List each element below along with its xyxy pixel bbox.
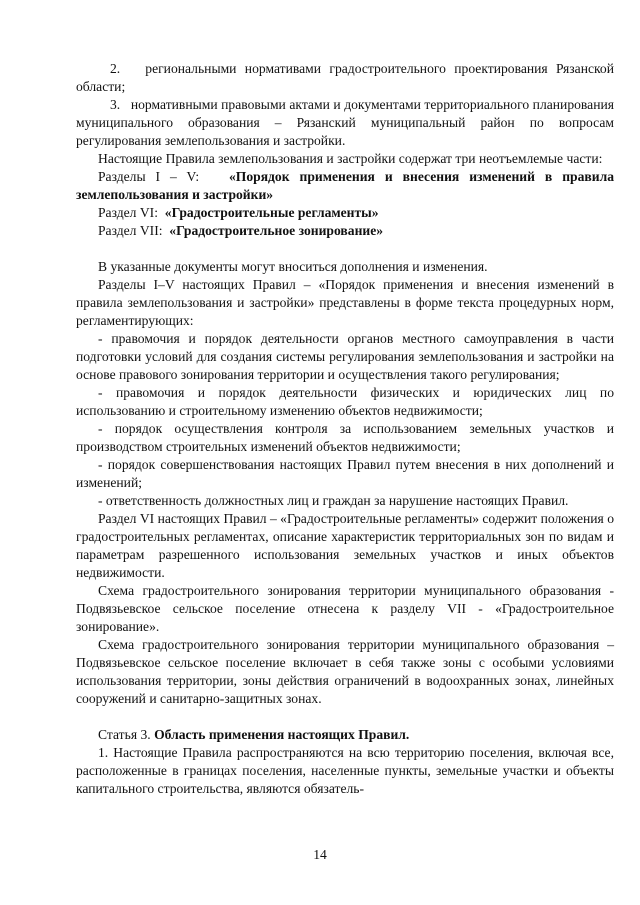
section-label: Раздел VII:	[98, 223, 163, 238]
list-number: 3.	[110, 97, 121, 112]
article-3-heading	[76, 726, 614, 744]
sections-1-5-line	[76, 168, 614, 204]
paragraph-sections-desc: Разделы I–V настоящих Правил – «Порядок применения и внесения изменений в правила землепользования и застройки» представлены в форме текста процедурных норм, регламентирующих:	[76, 277, 614, 328]
paragraph-section-6-desc: Раздел VI настоящих Правил – «Градостроительные регламенты» содержит положения о градостроительных регламентах, описание характеристик территориальных зон по видам и параметрам разрешенного использования земельных участков и иных объектов недвижимости.	[76, 511, 614, 580]
list-text: региональными нормативами градостроительного проектирования Рязанской области;	[76, 61, 614, 94]
list-number: 2.	[110, 61, 121, 76]
article-prefix: Статья 3.	[98, 727, 151, 742]
bullet-item: - порядок совершенствования настоящих Правил путем внесения в них дополнений и изменений;	[76, 457, 614, 490]
sections-label: Разделы I – V:	[98, 169, 200, 184]
list-item-3	[76, 96, 614, 150]
section-7-line	[76, 222, 614, 240]
paragraph-additions: В указанные документы могут вноситься дополнения и изменения.	[98, 259, 488, 274]
bullet-item: - ответственность должностных лиц и граждан за нарушение настоящих Правил.	[98, 493, 569, 508]
section-title: «Градостроительные регламенты»	[164, 205, 379, 220]
section-6-line	[76, 204, 614, 222]
page-number: 14	[313, 847, 327, 862]
paragraph-parts-intro: Настоящие Правила землепользования и застройки содержат три неотъемлемые части:	[98, 151, 603, 166]
list-item-2	[76, 60, 614, 96]
bullet-item: - порядок осуществления контроля за использованием земельных участков и производством строительных изменений объектов недвижимости;	[76, 421, 614, 454]
article-3-paragraph-1: 1. Настоящие Правила распространяются на всю территорию поселения, включая все, расположенные в границах поселения, населенные пункты, земельные участки и объекты капитального строительства, являются обязатель-	[76, 745, 614, 796]
list-text: нормативными правовыми актами и документами территориального планирования муниципального образования – Рязанский муниципальный район по вопросам регулирования землепользования и застройки.	[76, 97, 614, 148]
sections-title: «Порядок применения и внесения изменений в правила землепользования и застройки»	[76, 169, 614, 202]
article-title: Область применения настоящих Правил.	[154, 727, 410, 742]
section-label: Раздел VI:	[98, 205, 158, 220]
spacer	[76, 240, 614, 258]
paragraph-scheme-1: Схема градостроительного зонирования территории муниципального образования - Подвязьевское сельское поселение отнесена к разделу VII - «Градостроительное зонирование».	[76, 583, 614, 634]
bullet-item: - правомочия и порядок деятельности физических и юридических лиц по использованию и строительному изменению объектов недвижимости;	[76, 385, 614, 418]
page-body	[76, 60, 614, 798]
section-title: «Градостроительное зонирование»	[169, 223, 384, 238]
spacer	[76, 708, 614, 726]
paragraph-scheme-2: Схема градостроительного зонирования территории муниципального образования – Подвязьевское сельское поселение включает в себя также зоны с особыми условиями использования территории, зоны действия ограничений в водоохранных зонах, линейных сооружений и санитарно-защитных зонах.	[76, 637, 614, 706]
bullet-item: - правомочия и порядок деятельности органов местного самоуправления в части подготовки условий для создания системы регулирования землепользования и застройки на основе правового зонирования территории и осуществления такого регулирования;	[76, 331, 614, 382]
